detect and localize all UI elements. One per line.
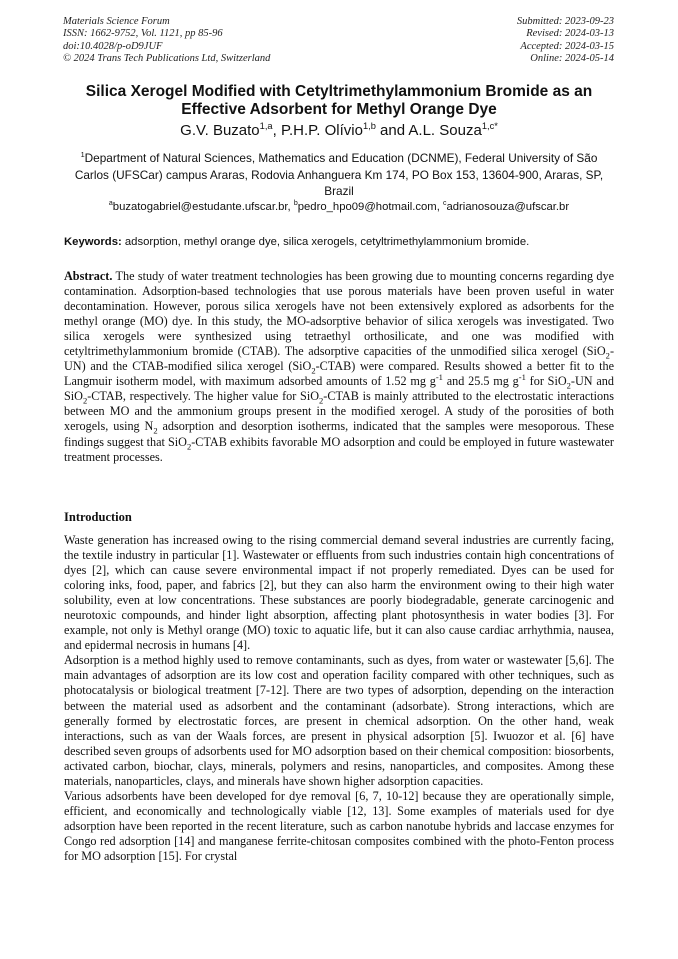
email-marker: c (442, 200, 447, 208)
email-marker: b (293, 200, 298, 208)
introduction-paragraph: Waste generation has increased owing to the rising commercial demand several industries are currently facing, the textile industry in particular [1]. Wastewater or effluents from such industries contain high concentrations of dyes [2], which can cause severe environmental impact if not properly remediated. Dyes can be used for coloring inks, food, paper, and fabrics [2], but they can also harm the environment owing to their high water solubility, even at low concentrations. These substances are poorly biodegradable, generate carcinogenic and neurotoxic compounds, and hinder light absorption, affecting plant photosynthesis in water bodies [3]. For example, not only is Methyl orange (MO) toxic to aquatic life, but it can also cause cardiac arrhythmia, nausea, and epidermal necrosis in humans [4]. (64, 533, 614, 653)
author-list (64, 122, 614, 140)
abstract-text: The study of water treatment technologies has been growing due to mounting concerns regarding dye contamination. Adsorption-based technologies that use porous materials have been proven useful in water decontamination. However, porous silica xerogels have not been extensively explored as adsorbents for the methyl orange (MO) dye. In this study, the MO-adsorptive behavior of silica xerogels was investigated. Two silica xerogels were synthesized using tetraethyl orthosilicate, and one was modified with cetyltrimethylammonium bromide (CTAB). The adsorptive capacities of the unmodified silica xerogel (SiO$_2$-UN) and the CTAB-modified silica xerogel (SiO$_2$-CTAB) were compared. Results showed a better fit to the Langmuir isotherm model, with maximum adsorbed amounts of 1.52 mg $g^{-1}$ and 25.5 mg $g^{-1}$ for SiO$_2$-UN and SiO$_2$-CTAB, respectively. The higher value for SiO$_2$-CTAB is mainly attributed to the electrostatic interactions between MO and the ammonium groups present in the modified xerogel. A study of the porosities of both xerogels, using $N_2$ adsorption and desorption isotherms, indicated that the samples were mesoporous. These findings suggest that SiO$_2$-CTAB exhibits favorable MO adsorption and could be employed in future wastewater treatment processes. (64, 269, 615, 464)
submitted-date: Submitted: 2023-09-23 (516, 16, 614, 27)
subscript: 2 (153, 425, 158, 436)
author-name: A.L. Souza (408, 122, 482, 139)
paper-title: Silica Xerogel Modified with Cetyltrimethylammonium Bromide as an Effective Adsorbent for Methyl Orange Dye (85, 83, 593, 118)
superscript: -1 (518, 372, 526, 383)
journal-issn: ISSN: 1662-9752, Vol. 1121, pp 85-96 (63, 28, 223, 40)
keywords (64, 235, 624, 249)
abstract (64, 269, 614, 465)
author-affiliation-marker: 1,c* (481, 121, 498, 131)
journal-header-left (63, 16, 270, 66)
introduction-paragraph: Adsorption is a method highly used to remove contaminants, such as dyes, from water or wastewater [5,6]. The main advantages of adsorption are its low cost and operation facility compared with other techniques, such as photocatalysis or biological treatment [7-12]. There are two types of adsorption, depending on the interaction between the material used as adsorbent and the contaminant (adsorbate). Strong interactions, which are generally formed by electrostatic forces, are present in chemical adsorption. On the other hand, weak interactions, such as van der Waals forces, are present in physical adsorption [5]. Iwuozor et al. [6] have described seven groups of adsorbents used for MO adsorption based on their chemical composition: biosorbents, activated carbon, biochar, clays, minerals, polymers and resins, nanoparticles, and composites. Among these materials, nanoparticles, clays, and minerals have shown higher adsorption capacities. (64, 653, 614, 788)
affiliation (74, 150, 604, 200)
subscript: 2 (566, 380, 571, 391)
introduction-paragraph: Various adsorbents have been developed for dye removal [6, 7, 10-12] because they are operationally simple, efficient, and economically and technologically viable [12, 13]. Some examples of materials used for dye adsorption have been reported in the recent literature, such as carbon nanotube hybrids and laccase enzymes for Congo red adsorption [14] and manganese ferrite-chitosan composites combined with the photo-Fenton process for MO adsorption [15]. For crystal (64, 788, 614, 863)
subscript: 2 (311, 365, 316, 376)
journal-name: Materials Science Forum (63, 16, 170, 27)
subscript: 2 (82, 395, 88, 406)
email-marker: a (108, 200, 113, 208)
subscript: 2 (186, 440, 192, 451)
author-affiliation-marker: 1,a (259, 121, 273, 131)
email-address[interactable]: pedro_hpo09@hotmail.com (297, 201, 437, 213)
copyright-line: © 2024 Trans Tech Publications Ltd, Switzerland (63, 53, 271, 65)
author-name: P.H.P. Olívio (280, 122, 363, 139)
revised-date: Revised: 2024-03-13 (526, 28, 614, 40)
subscript: 2 (605, 350, 610, 361)
email-address[interactable]: adrianosouza@ufscar.br (446, 201, 570, 213)
email-list: $^a$buzatogabriel@estudante.ufscar.br, $^b$pedro_hpo09@hotmail.com, $^c$adrianosouza@ufscar.br (108, 200, 570, 213)
introduction-body (64, 533, 614, 864)
abstract-label: Abstract. (64, 269, 113, 283)
email-address[interactable]: buzatogabriel@estudante.ufscar.br (112, 201, 288, 213)
accepted-date: Accepted: 2024-03-15 (520, 40, 614, 52)
author-name: G.V. Buzato (180, 122, 260, 139)
keywords-text: adsorption, methyl orange dye, silica xerogels, cetyltrimethylammonium bromide. (121, 236, 530, 248)
subscript: 2 (319, 395, 324, 406)
keywords-label: Keywords: (64, 236, 122, 248)
affiliation-text: Department of Natural Sciences, Mathematics and Education (DCNME), Federal University of São Carlos (UFSCar) campus Araras, Rodovia Anhanguera Km 174, PO Box 153, 13604-900, Araras, SP, Brazil (74, 151, 604, 198)
article-doi[interactable]: doi:10.4028/p-oD9JUF (63, 40, 163, 52)
affiliation-marker: 1 (80, 150, 85, 160)
author-affiliation-marker: 1,b (362, 121, 376, 131)
journal-header-right (517, 16, 614, 66)
introduction-heading: Introduction (64, 510, 132, 524)
superscript: -1 (435, 372, 443, 383)
author-separator: , (272, 122, 281, 139)
author-conjunction: and (375, 122, 409, 139)
online-date: Online: 2024-05-14 (530, 53, 614, 65)
